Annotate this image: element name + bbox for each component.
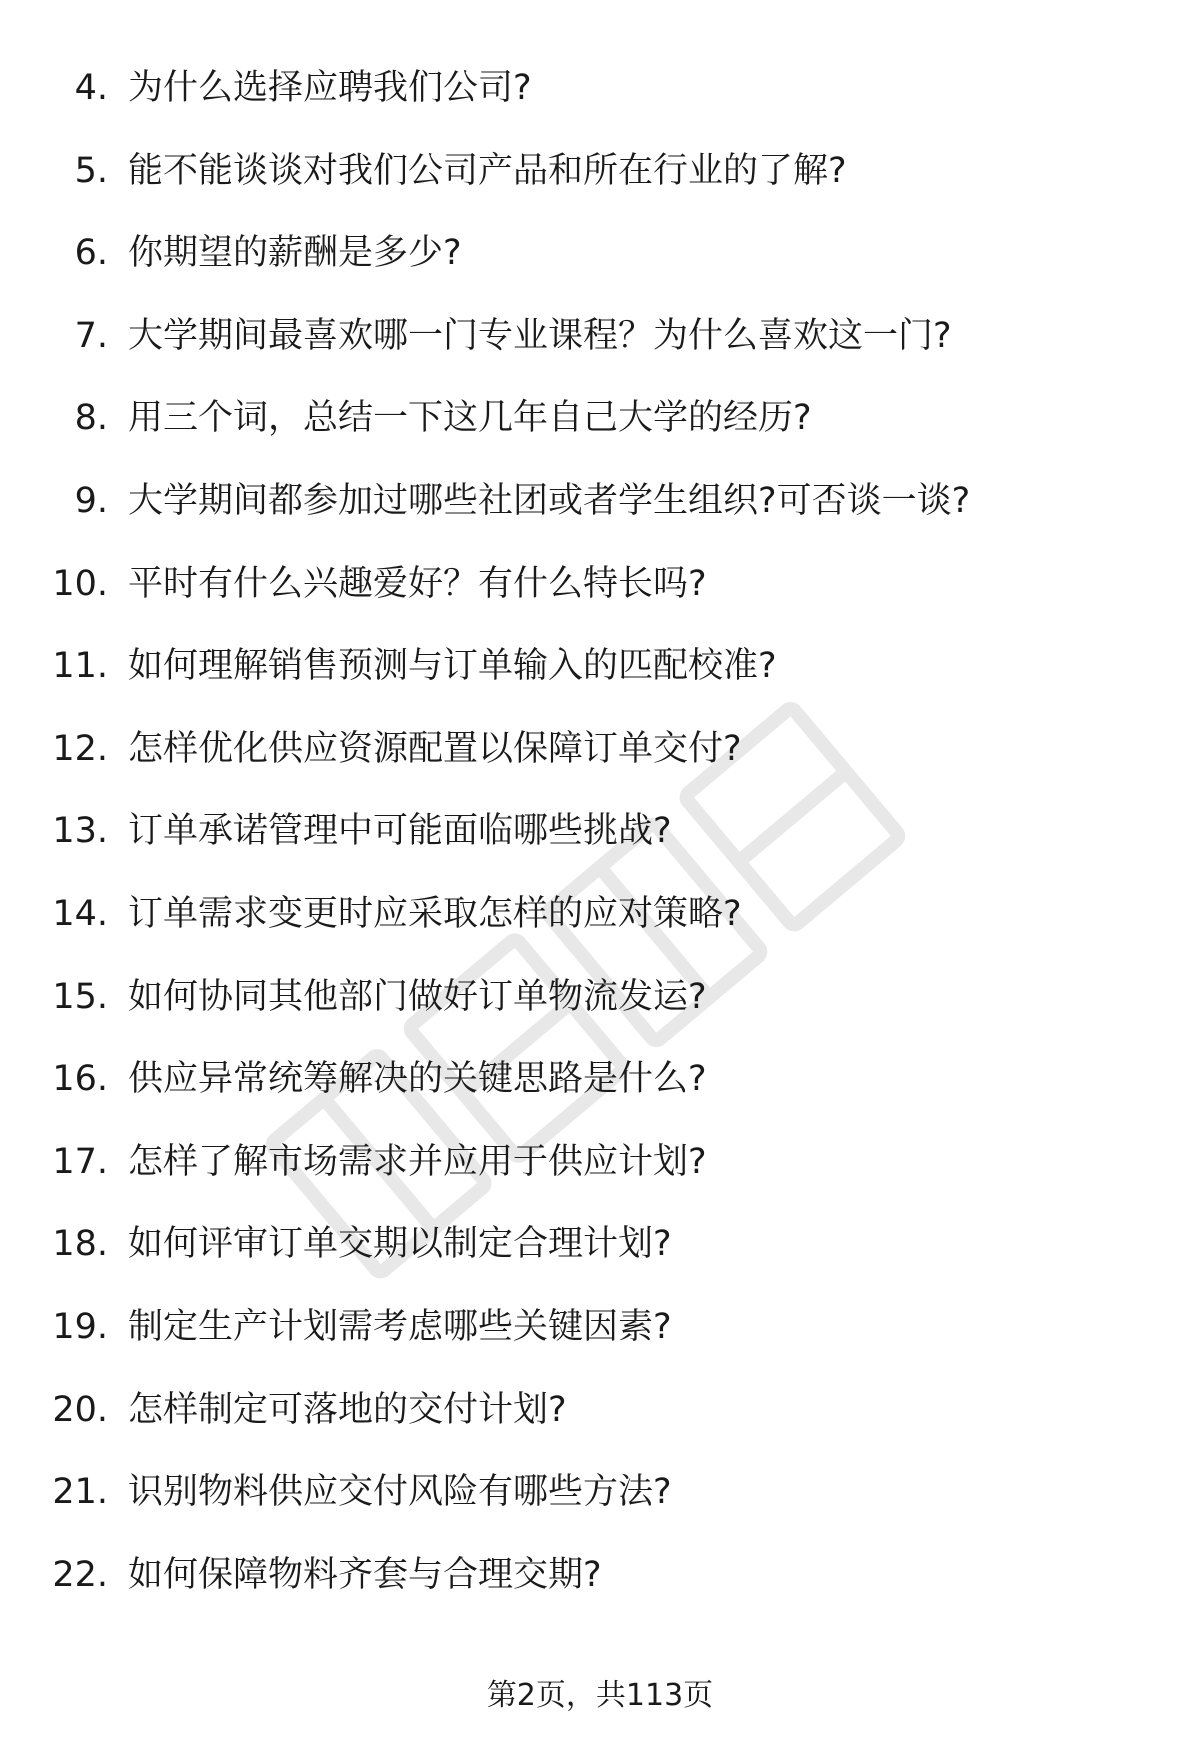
question-number: 14.	[52, 893, 108, 934]
question-number: 6.	[74, 233, 108, 274]
question-text: 为什么选择应聘我们公司?	[128, 68, 532, 108]
list-item	[0, 217, 1200, 300]
list-item	[0, 713, 1200, 796]
list-item	[0, 300, 1200, 383]
list-item	[0, 52, 1200, 135]
question-number: 4.	[74, 68, 108, 108]
question-number: 5.	[74, 150, 108, 191]
question-text: 供应异常统筹解决的关键思路是什么?	[128, 1059, 707, 1100]
question-text: 能不能谈谈对我们公司产品和所在行业的了解?	[128, 150, 847, 191]
question-number: 20.	[52, 1389, 108, 1430]
list-item	[0, 1126, 1200, 1209]
question-number: 12.	[52, 728, 108, 769]
list-item	[0, 1043, 1200, 1126]
question-number: 22.	[52, 1554, 108, 1595]
question-number: 21.	[52, 1472, 108, 1513]
question-text: 大学期间都参加过哪些社团或者学生组织?可否谈一谈?	[128, 480, 971, 521]
question-number: 8.	[74, 398, 108, 439]
list-item	[0, 630, 1200, 713]
question-text: 怎样制定可落地的交付计划?	[128, 1389, 567, 1430]
question-text: 如何保障物料齐套与合理交期?	[128, 1554, 602, 1595]
question-text: 平时有什么兴趣爱好？有什么特长吗?	[128, 563, 707, 604]
question-text: 订单承诺管理中可能面临哪些挑战?	[128, 811, 672, 852]
list-item	[0, 465, 1200, 548]
question-text: 你期望的薪酬是多少?	[128, 233, 462, 274]
question-text: 大学期间最喜欢哪一门专业课程？为什么喜欢这一门?	[128, 315, 952, 356]
page-footer: 第2页，共113页	[486, 1678, 714, 1713]
question-text: 识别物料供应交付风险有哪些方法?	[128, 1472, 672, 1513]
question-number: 16.	[52, 1059, 108, 1100]
list-item	[0, 1374, 1200, 1457]
question-number: 9.	[74, 480, 108, 521]
list-item	[0, 1539, 1200, 1622]
question-text: 如何理解销售预测与订单输入的匹配校准?	[128, 646, 777, 687]
list-item	[0, 878, 1200, 961]
question-text: 怎样优化供应资源配置以保障订单交付?	[128, 728, 742, 769]
list-item	[0, 1291, 1200, 1374]
question-number: 17.	[52, 1141, 108, 1182]
question-text: 怎样了解市场需求并应用于供应计划?	[128, 1141, 707, 1182]
question-text: 制定生产计划需考虑哪些关键因素?	[128, 1306, 672, 1347]
question-number: 10.	[52, 563, 108, 604]
list-item	[0, 382, 1200, 465]
list-item	[0, 1208, 1200, 1291]
question-text: 如何评审订单交期以制定合理计划?	[128, 1224, 672, 1265]
question-number: 19.	[52, 1306, 108, 1347]
question-list	[0, 52, 1200, 1621]
list-item	[0, 548, 1200, 631]
question-number: 7.	[74, 315, 108, 356]
question-number: 18.	[52, 1224, 108, 1265]
list-item	[0, 961, 1200, 1044]
question-text: 订单需求变更时应采取怎样的应对策略?	[128, 893, 742, 934]
question-number: 11.	[52, 646, 108, 687]
list-item	[0, 795, 1200, 878]
question-number: 13.	[52, 811, 108, 852]
list-item	[0, 1456, 1200, 1539]
question-text: 如何协同其他部门做好订单物流发运?	[128, 976, 707, 1017]
question-text: 用三个词，总结一下这几年自己大学的经历?	[128, 398, 812, 439]
question-number: 15.	[52, 976, 108, 1017]
list-item	[0, 135, 1200, 218]
